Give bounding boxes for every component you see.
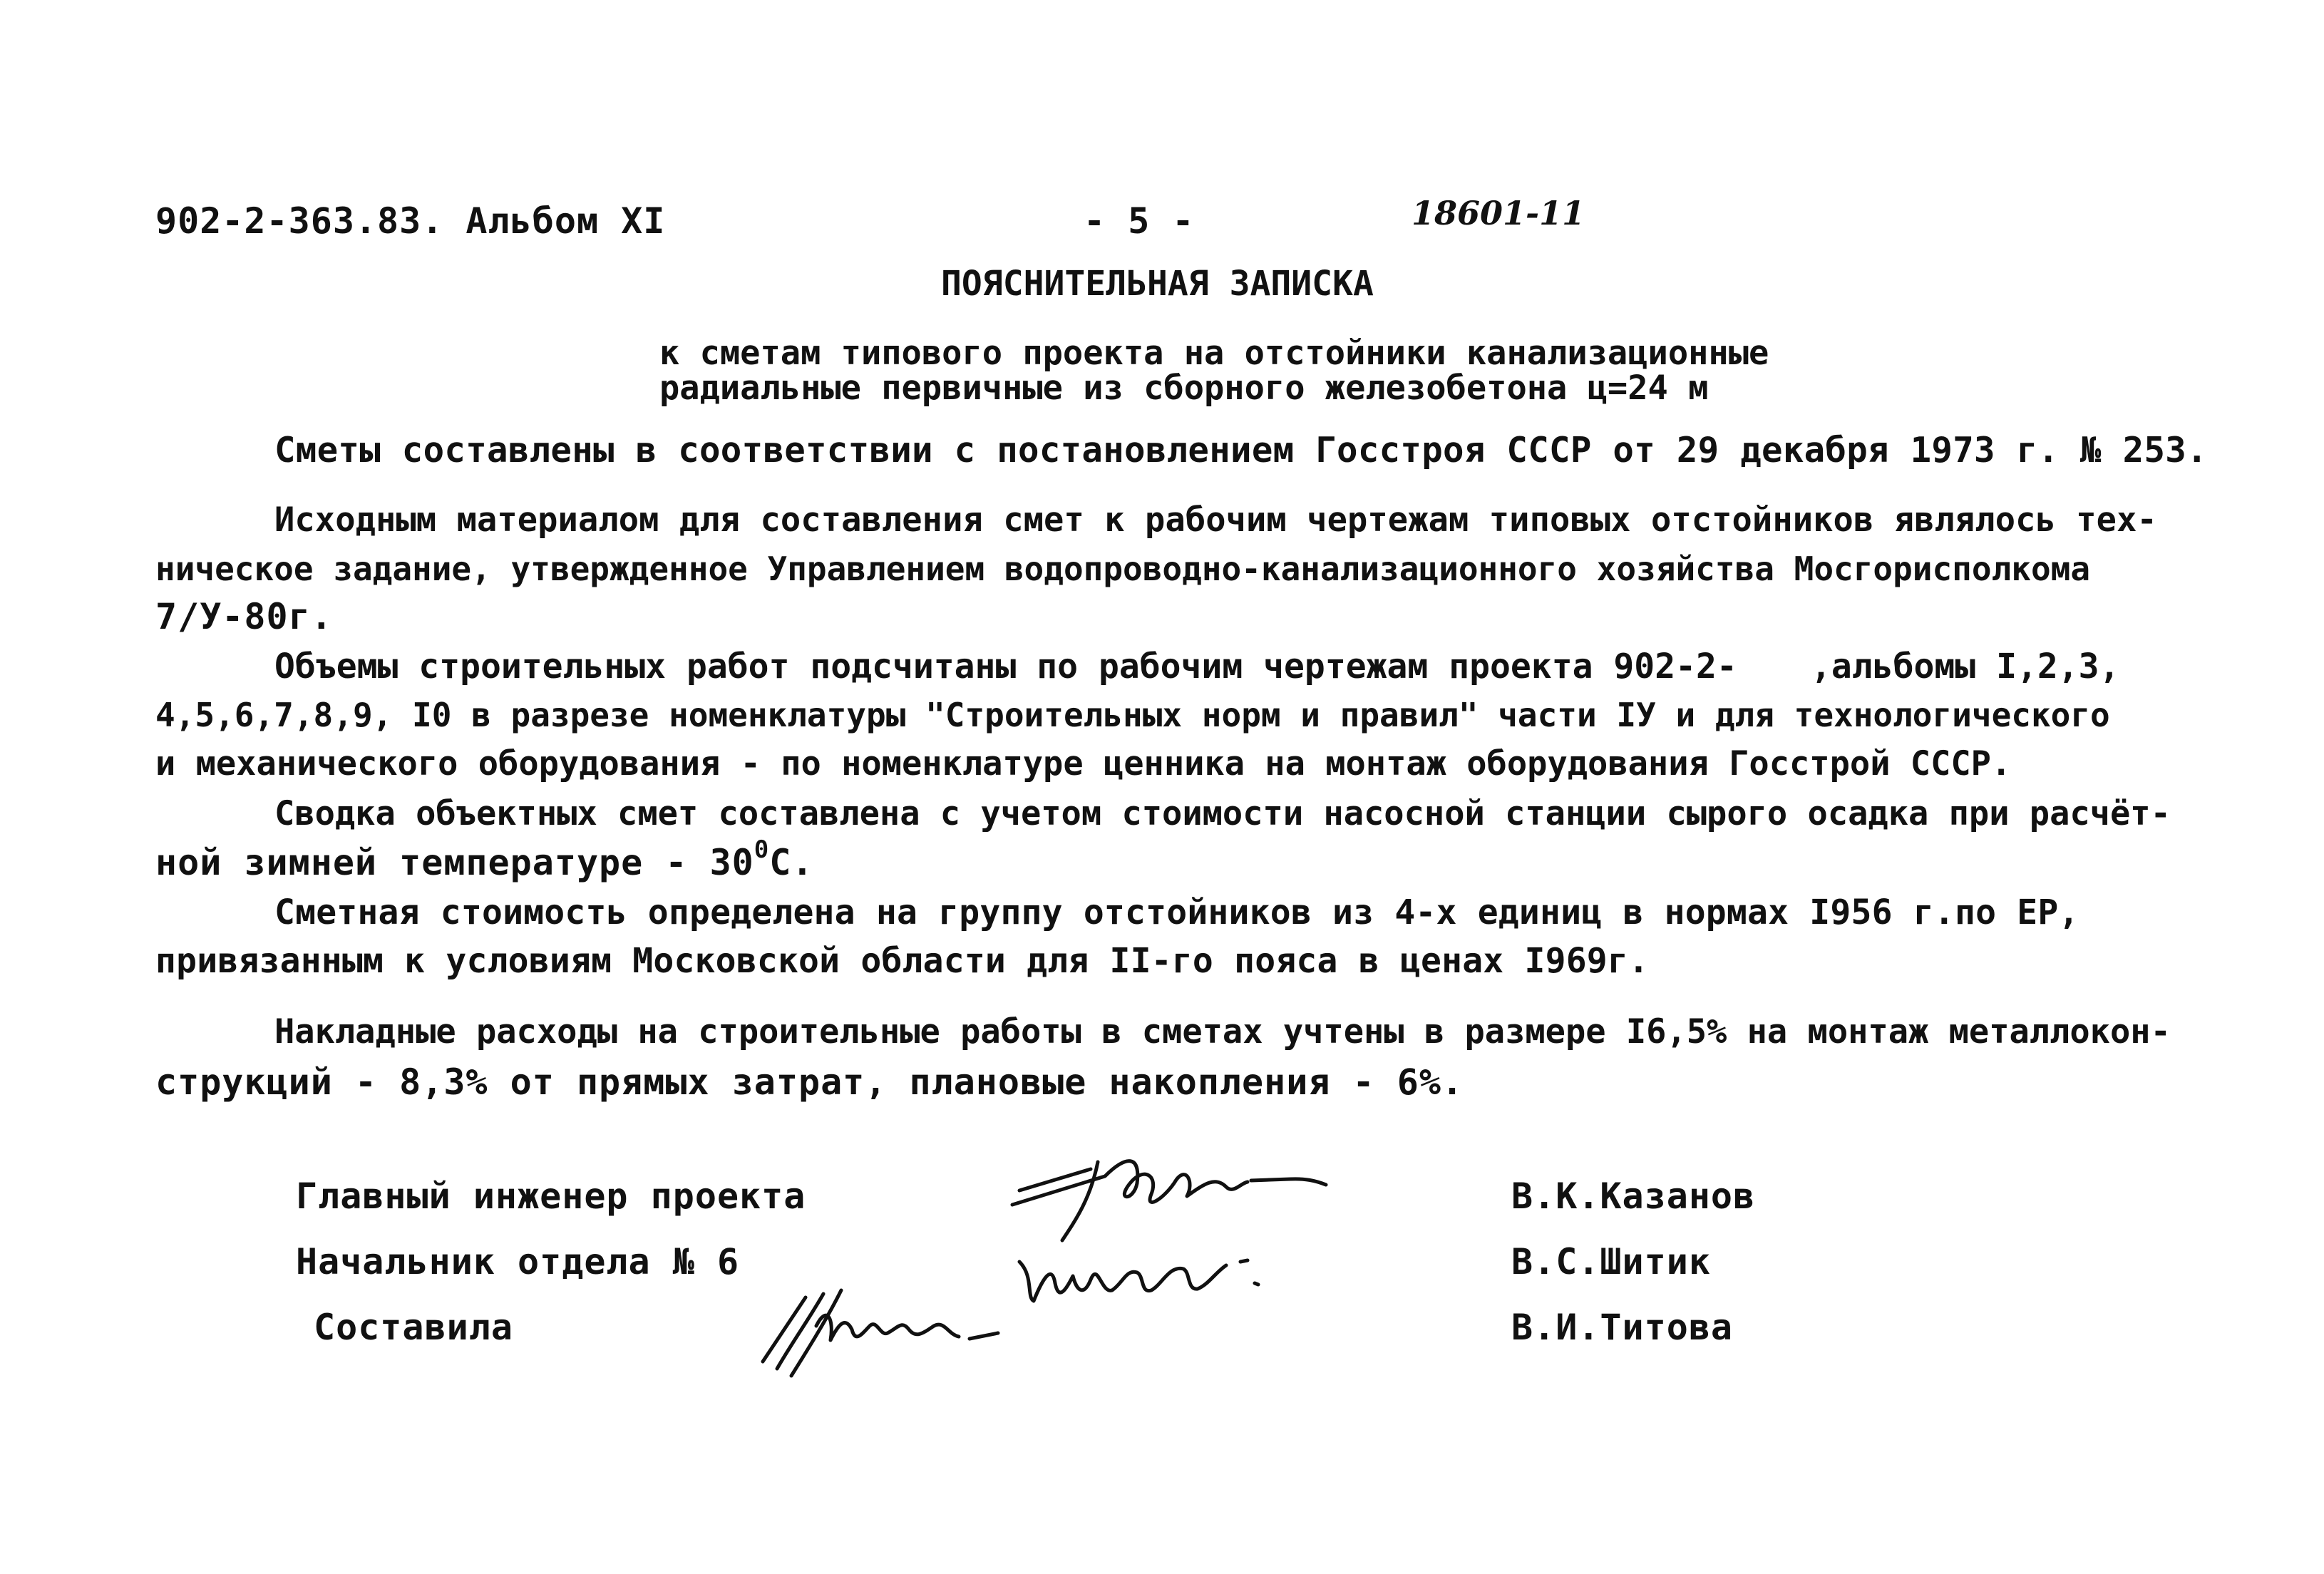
paragraph-3-line-2: 4,5,6,7,8,9, I0 в разрезе номенклатуры "Строительных норм и правил" части IУ и для технологического — [155, 696, 2110, 734]
subtitle-line-2: радиальные первичные из сборного железобетона ц=24 м — [659, 369, 1709, 408]
paragraph-2-line-1: Исходным материалом для составления смет к рабочим чертежам типовых отстойников являлось тех- — [274, 500, 2157, 540]
document-title: ПОЯСНИТЕЛЬНАЯ ЗАПИСКА — [941, 264, 1374, 304]
handwritten-signature-department-head — [1012, 1233, 1297, 1312]
subtitle-line-1: к сметам типового проекта на отстойники канализационные — [659, 334, 1769, 373]
handwritten-signature-chief-engineer — [991, 1133, 1333, 1248]
paragraph-4-line-2-text: ной зимней температуре - 30 — [155, 842, 754, 883]
degree-superscript: 0 — [754, 835, 770, 865]
signature-name-compiler: В.И.Титова — [1511, 1307, 1734, 1348]
paragraph-4-line-2-end: С. — [769, 842, 814, 883]
signature-name-department-head: В.С.Шитик — [1511, 1241, 1711, 1282]
paragraph-3-line-1b: ,альбомы I,2,3, — [1811, 647, 2120, 686]
signature-role-chief-engineer: Главный инженер проекта — [296, 1176, 806, 1217]
paragraph-2-line-3: 7/У-80г. — [155, 596, 333, 637]
handwritten-signature-compiler — [756, 1276, 1055, 1383]
signature-role-compiler: Составила — [314, 1307, 513, 1348]
paragraph-3-line-1a: Объемы строительных работ подсчитаны по рабочим чертежам проекта 902-2- — [274, 647, 1737, 686]
paragraph-6-line-2: струкций - 8,3% от прямых затрат, плановые накопления - 6%. — [155, 1061, 1464, 1103]
paragraph-4-line-1: Сводка объектных смет составлена с учетом стоимости насосной станции сырого осадка при расчёт- — [274, 794, 2171, 833]
document-code: 902-2-363.83. Альбом XI — [155, 200, 666, 242]
page-number: - 5 - — [1084, 200, 1195, 242]
paragraph-2-line-2: ническое задание, утвержденное Управлением водопроводно-канализационного хозяйства Мосгорисполкома — [155, 550, 2091, 588]
signature-role-department-head: Начальник отдела № 6 — [296, 1241, 740, 1282]
paragraph-5-line-2: привязанным к условиям Московской области для II-го пояса в ценах I969г. — [155, 941, 1650, 981]
paragraph-4-line-2 — [155, 835, 814, 884]
paragraph-3-line-3: и механического оборудования - по номенклатуре ценника на монтаж оборудования Госстрой СССР. — [155, 744, 2012, 783]
paragraph-5-line-1: Сметная стоимость определена на группу отстойников из 4-х единиц в нормах I956 г.по ЕР, — [274, 893, 2079, 932]
paragraph-6-line-1: Накладные расходы на строительные работы в сметах учтены в размере I6,5% на монтаж металлокон- — [274, 1012, 2171, 1051]
paragraph-1: Сметы составлены в соответствии с постановлением Госстроя СССР от 29 декабря 1973 г. № 253. — [274, 430, 2208, 470]
signature-name-chief-engineer: В.К.Казанов — [1511, 1176, 1756, 1217]
handwritten-document-number: 18601-11 — [1412, 194, 1585, 232]
